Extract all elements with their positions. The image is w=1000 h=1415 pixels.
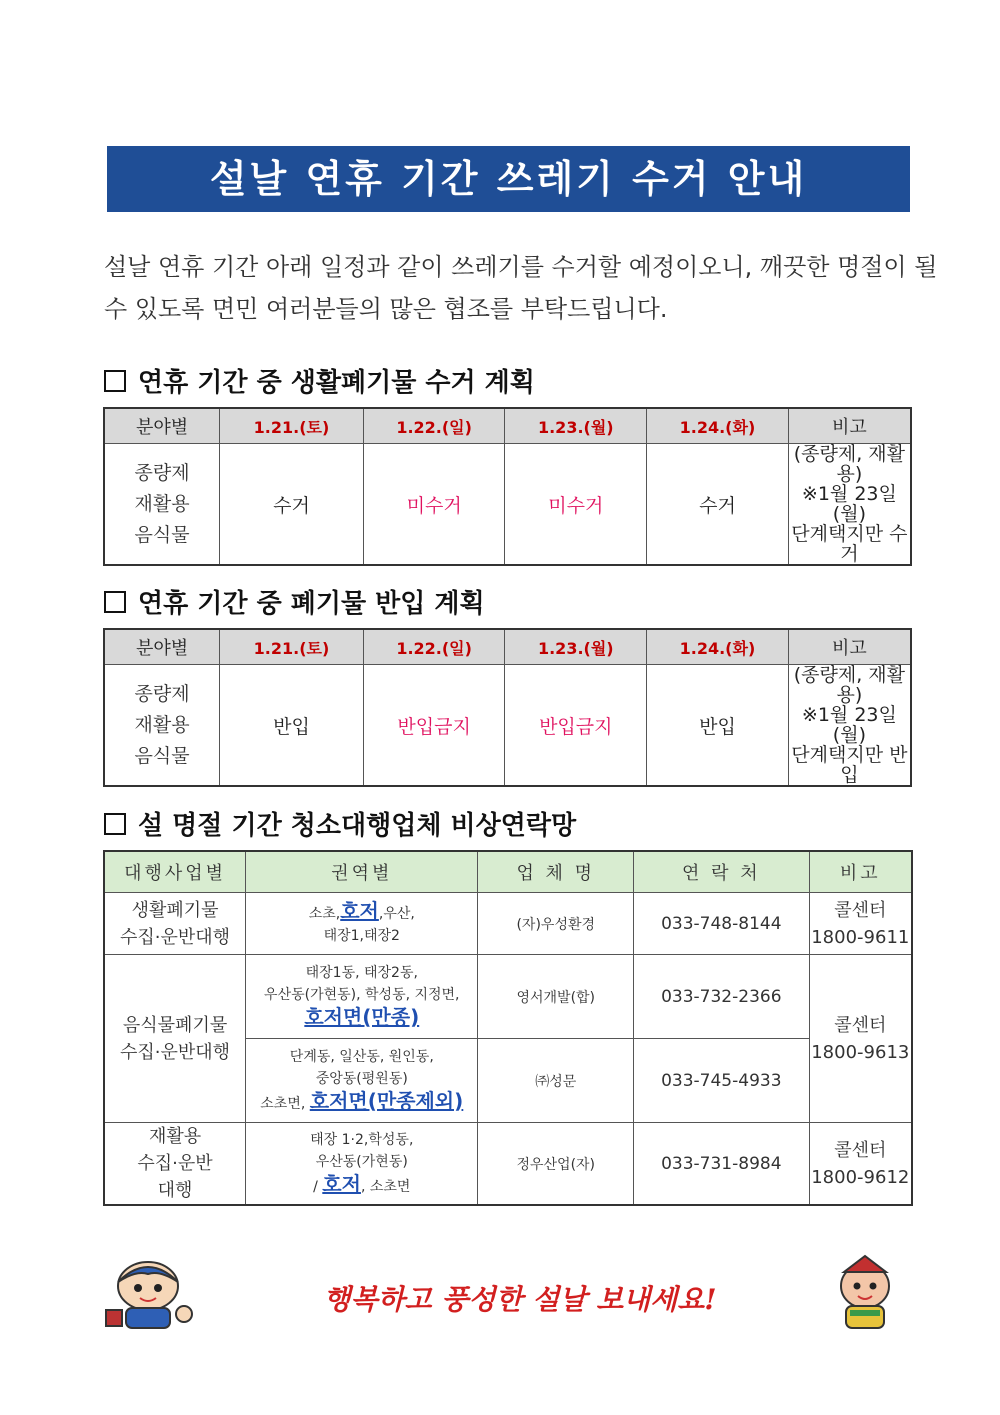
area-text: 태장 1·2,학성동,	[310, 1132, 414, 1148]
callcenter-number: 1800-9613	[811, 1041, 910, 1063]
collection-schedule-table	[103, 407, 912, 566]
note-line: ※1월 23일(월)	[801, 704, 897, 746]
right-mascot-icon	[820, 1252, 910, 1332]
category-label: 음식물	[134, 744, 190, 767]
area-highlight: 호저	[340, 899, 379, 923]
area-cell	[246, 893, 478, 955]
callcenter-label: 콜센터	[834, 899, 887, 921]
callcenter-number: 1800-9611	[811, 926, 910, 948]
status-cell: 미수거	[363, 444, 505, 566]
status-cell: 미수거	[505, 444, 647, 566]
phone-cell: 033-731-8984	[634, 1123, 810, 1206]
area-cell	[246, 955, 478, 1039]
area-cell	[246, 1123, 478, 1206]
callcenter-label: 콜센터	[834, 1139, 887, 1161]
company-cell: ㈜성문	[478, 1039, 634, 1123]
note-line: ※1월 23일(월)	[801, 483, 897, 525]
note-cell	[788, 665, 911, 787]
header-date: 1.23.(월)	[505, 408, 647, 444]
table-header-row	[104, 408, 911, 444]
category-label: 재활용	[134, 713, 190, 736]
header-note: 비고	[809, 851, 912, 893]
area-text: ,우산,	[378, 906, 415, 922]
company-cell: (자)우성환경	[478, 893, 634, 955]
status-cell: 반입금지	[363, 665, 505, 787]
area-cell	[246, 1039, 478, 1123]
phone-cell: 033-748-8144	[634, 893, 810, 955]
header-date: 1.22.(일)	[363, 408, 505, 444]
service-type-line: 대행	[157, 1180, 193, 1201]
table-row	[104, 893, 912, 955]
header-date: 1.21.(토)	[220, 629, 364, 665]
company-cell: 영서개발(합)	[478, 955, 634, 1039]
section-heading-text: 연휴 기간 중 폐기물 반입 계획	[138, 589, 485, 619]
intro-text: 설날 연휴 기간 아래 일정과 같이 쓰레기를 수거할 예정이오니, 깨끗한 명절이 될 수 있도록 면민 여러분들의 많은 협조를 부탁드립니다.	[104, 253, 938, 323]
table-header-row	[104, 851, 912, 893]
section-heading-dropoff	[104, 583, 485, 620]
checkbox-square-icon	[104, 813, 126, 835]
table-row	[104, 955, 912, 1039]
header-service: 대행사업별	[104, 851, 246, 893]
header-category: 분야별	[104, 629, 220, 665]
category-label: 재활용	[134, 492, 190, 515]
area-text: 단계동, 일산동, 원인동,	[289, 1049, 434, 1065]
section-heading-collection	[104, 362, 535, 399]
checkbox-square-icon	[104, 370, 126, 392]
note-line: 단계택지만 반입	[791, 744, 908, 786]
section-heading-text: 설 명절 기간 청소대행업체 비상연락망	[138, 811, 577, 841]
area-highlight: 호저면(만종제외)	[309, 1089, 464, 1113]
header-category: 분야별	[104, 408, 220, 444]
phone-cell: 033-745-4933	[634, 1039, 810, 1123]
status-cell: 반입금지	[505, 665, 647, 787]
area-text: 소초면,	[260, 1096, 306, 1112]
service-type-line: 수집·운반대행	[120, 1041, 231, 1063]
category-label: 종량제	[134, 682, 190, 705]
area-highlight: 호저	[322, 1172, 361, 1196]
callcenter-number: 1800-9612	[811, 1166, 910, 1188]
service-type-line: 음식물폐기물	[122, 1014, 228, 1036]
left-mascot-icon	[100, 1252, 210, 1332]
status-cell: 수거	[647, 444, 789, 566]
area-text: 우산동(가현동)	[315, 1154, 408, 1170]
header-company: 업 체 명	[478, 851, 634, 893]
area-highlight: 호저면(만종)	[304, 1005, 420, 1029]
table-row	[104, 665, 911, 787]
company-cell: 정우산업(자)	[478, 1123, 634, 1206]
page-title: 설날 연휴 기간 쓰레기 수거 안내	[107, 146, 910, 212]
dropoff-schedule-table	[103, 628, 912, 787]
phone-cell: 033-732-2366	[634, 955, 810, 1039]
category-cell	[104, 444, 220, 566]
callcenter-label: 콜센터	[834, 1014, 887, 1036]
area-text: /	[313, 1179, 318, 1195]
header-date: 1.21.(토)	[220, 408, 364, 444]
category-cell	[104, 665, 220, 787]
service-type-line: 생활폐기물	[131, 899, 219, 921]
status-cell: 수거	[220, 444, 364, 566]
section-heading-text: 연휴 기간 중 생활폐기물 수거 계획	[138, 368, 535, 398]
header-note: 비고	[788, 629, 911, 665]
note-line: (종량제, 재활용)	[793, 664, 906, 706]
service-type-cell	[104, 893, 246, 955]
category-label: 음식물	[134, 523, 190, 546]
header-note: 비고	[788, 408, 911, 444]
note-line: (종량제, 재활용)	[793, 443, 906, 485]
header-date: 1.24.(화)	[647, 408, 789, 444]
header-date: 1.24.(화)	[647, 629, 789, 665]
area-text: 중앙동(평원동)	[315, 1071, 408, 1087]
status-cell: 반입	[220, 665, 364, 787]
service-type-cell	[104, 955, 246, 1123]
header-phone: 연 락 처	[634, 851, 810, 893]
service-type-line: 재활용	[148, 1126, 202, 1147]
table-header-row	[104, 629, 911, 665]
callcenter-cell	[809, 893, 912, 955]
table-row	[104, 444, 911, 566]
service-type-cell	[104, 1123, 246, 1206]
category-label: 종량제	[134, 461, 190, 484]
header-date: 1.22.(일)	[363, 629, 505, 665]
checkbox-square-icon	[104, 591, 126, 613]
table-row	[104, 1123, 912, 1206]
section-heading-contacts	[104, 805, 576, 842]
status-cell: 반입	[647, 665, 789, 787]
emergency-contact-table	[103, 850, 913, 1206]
area-text: 태장1동, 태장2동,	[305, 965, 418, 981]
note-cell	[788, 444, 911, 566]
area-text: 태장1,태장2	[323, 928, 400, 944]
service-type-line: 수집·운반	[137, 1153, 213, 1174]
area-text: , 소초면	[360, 1179, 411, 1195]
callcenter-cell	[809, 955, 912, 1123]
area-text: 우산동(가현동), 학성동, 지정면,	[264, 987, 460, 1003]
service-type-line: 수집·운반대행	[120, 926, 231, 948]
callcenter-cell	[809, 1123, 912, 1206]
header-date: 1.23.(월)	[505, 629, 647, 665]
note-line: 단계택지만 수거	[791, 523, 908, 565]
area-text: 소초,	[308, 906, 341, 922]
header-area: 권역별	[246, 851, 478, 893]
footer-greeting: 행복하고 풍성한 설날 보내세요!	[323, 1283, 717, 1316]
